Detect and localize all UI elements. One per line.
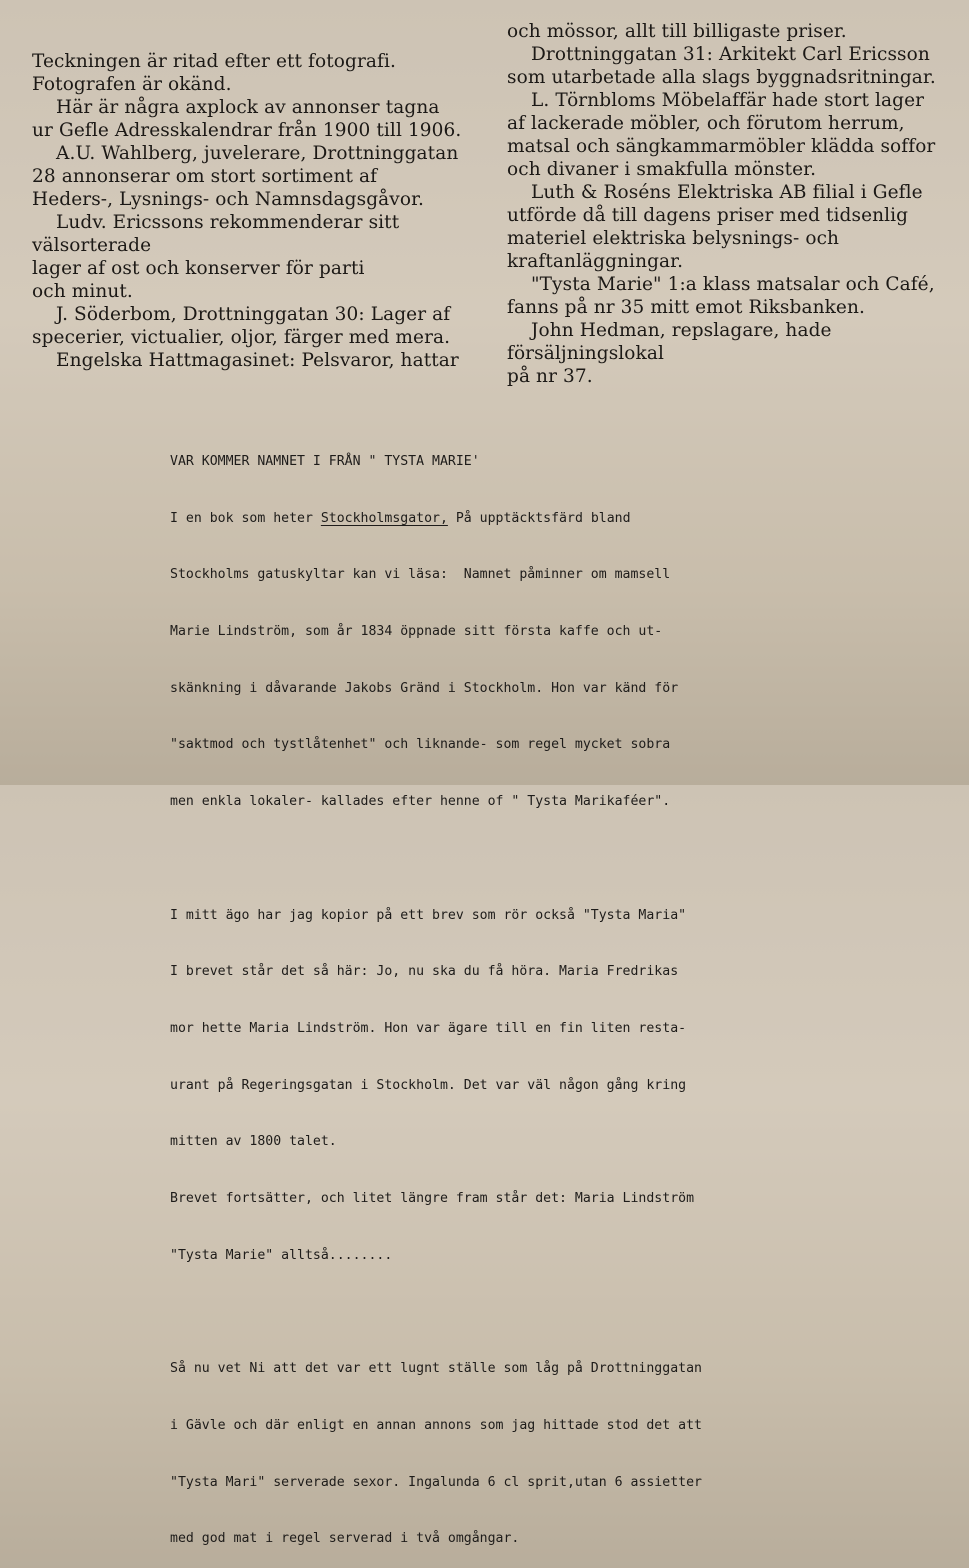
left-text-column (32, 50, 472, 372)
paragraph-soderbom: J. Söderbom, Drottninggatan 30: Lager af specerier, victualier, oljor, färger med mera. (32, 304, 451, 348)
note-line: Så nu vet Ni att det var ett lugnt ställe som låg på Drottninggatan (170, 1361, 702, 1377)
paragraph-ericssons: Ludv. Ericssons rekommenderar sitt välsorterade lager af ost och konserver för parti och minut. (32, 212, 400, 302)
note-line: urant på Regeringsgatan i Stockholm. Det var väl någon gång kring (170, 1077, 687, 1093)
paragraph-tysta-marie: "Tysta Marie" 1:a klass matsalar och Café, fanns på nr 35 mitt emot Riksbanken. (507, 274, 935, 318)
paragraph-hattmagasinet-cont: och mössor, allt till billigaste priser. (507, 21, 847, 42)
note-line: "Tysta Marie" alltså........ (170, 1247, 393, 1263)
note-line: I brevet står det så här: Jo, nu ska du få höra. Maria Fredrikas (170, 964, 679, 980)
note-title: VAR KOMMER NAMNET I FRÅN " TYSTA MARIE' (170, 453, 480, 469)
note-line: "Tysta Mari" serverade sexor. Ingalunda 6 cl sprit,utan 6 assietter (170, 1474, 702, 1490)
paragraph-photo-note: Teckningen är ritad efter ett fotografi. Fotografen är okänd. (32, 51, 396, 95)
typewritten-note (170, 415, 950, 1568)
book-title: Stockholmsgator, (320, 510, 448, 526)
paragraph-hattmagasinet: Engelska Hattmagasinet: Pelsvaror, hattar (56, 350, 459, 371)
paragraph-luth-rosens: Luth & Roséns Elektriska AB filial i Gefle utförde då till dagens priser med tidsenlig materiel elektriska belysnings- och kraftanläggningar. (507, 182, 923, 272)
note-line: i Gävle och där enligt en annan annons som jag hittade stod det att (170, 1418, 702, 1433)
paragraph-intro: Här är några axplock av annonser tagna ur Gefle Adresskalendrar från 1900 till 1906. (32, 97, 462, 141)
note-line: skänkning i dåvarande Jakobs Gränd i Stockholm. Hon var känd för (170, 680, 679, 696)
note-line: Stockholms gatuskyltar kan vi läsa: Namnet påminner om mamsell (170, 567, 671, 583)
note-line: I mitt ägo har jag kopior på ett brev som rör också "Tysta Maria" (170, 907, 687, 923)
note-line: mitten av 1800 talet. (170, 1134, 337, 1150)
paragraph-ericsson-arkitekt: Drottninggatan 31: Arkitekt Carl Ericsson som utarbetade alla slags byggnadsritningar. (507, 44, 936, 88)
note-line: I en bok som heter Stockholmsgator, På upptäcktsfärd bland (170, 510, 631, 526)
right-text-column (507, 20, 947, 388)
paragraph-wahlberg: A.U. Wahlberg, juvelerare, Drottninggatan 28 annonserar om stort sortiment af Heders-, Lysnings- och Namnsdagsgåvor. (32, 143, 459, 210)
note-line: "saktmod och tystlåtenhet" och liknande- som regel mycket sobra (170, 737, 671, 753)
note-line: Brevet fortsätter, och litet längre fram står det: Maria Lindström (170, 1191, 695, 1207)
note-line: Marie Lindström, som år 1834 öppnade sitt första kaffe och ut- (170, 623, 663, 639)
note-line: men enkla lokaler- kallades efter henne of " Tysta Marikaféer". (170, 794, 671, 810)
paragraph-tornbloms: L. Törnbloms Möbelaffär hade stort lager af lackerade möbler, och förutom herrum, matsal och sängkammarmöbler klädda soffor och divaner i smakfulla mönster. (507, 90, 936, 180)
note-line: med god mat i regel serverad i två omgångar. (170, 1531, 520, 1547)
note-line: mor hette Maria Lindström. Hon var ägare till en fin liten resta- (170, 1020, 687, 1036)
paragraph-hedman: John Hedman, repslagare, hade försäljningslokal på nr 37. (507, 320, 832, 387)
